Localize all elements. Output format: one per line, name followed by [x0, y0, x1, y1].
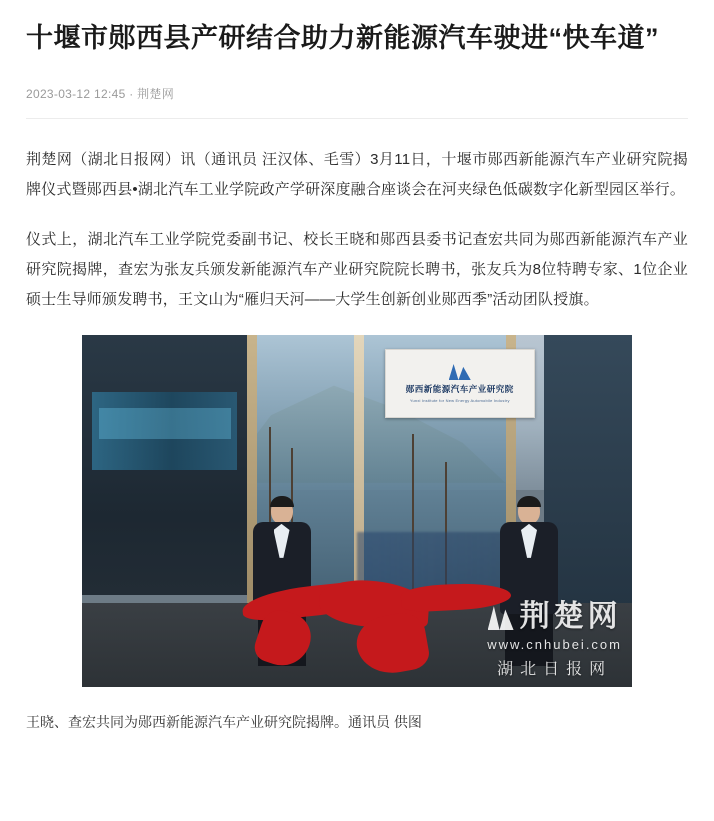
institute-plaque	[385, 349, 536, 418]
institute-logo-icon	[449, 364, 471, 380]
photo-led-sign	[99, 408, 231, 439]
article-figure	[26, 335, 688, 687]
watermark-url: www.cnhubei.com	[487, 637, 622, 652]
photo-watermark	[487, 591, 622, 679]
watermark-brand	[487, 591, 622, 635]
person-hair	[517, 496, 541, 507]
article-meta	[26, 85, 688, 102]
header-divider	[26, 118, 688, 119]
plaque-title: 郧西新能源汽车产业研究院	[405, 384, 514, 395]
person-head	[518, 498, 540, 524]
person-head	[271, 498, 293, 524]
article-body	[26, 145, 688, 735]
figure-caption: 王晓、查宏共同为郧西新能源汽车产业研究院揭牌。通讯员 供图	[26, 714, 422, 730]
publish-timestamp: 2023-03-12 12:45	[26, 87, 126, 101]
plaque-subtitle: Yunxi Institute for New Energy Automobile Industry	[409, 398, 510, 404]
meta-separator: ·	[129, 87, 134, 101]
watermark-brand-text: 荆楚网	[519, 600, 622, 633]
article-photo[interactable]	[82, 335, 632, 687]
person-hair	[270, 496, 294, 507]
person-shirt	[521, 524, 537, 558]
person-shirt	[274, 524, 290, 558]
paragraph: 仪式上，湖北汽车工业学院党委副书记、校长王晓和郧西县委书记查宏共同为郧西新能源汽车产业研究院揭牌，查宏为张友兵颁发新能源汽车产业研究院院长聘书，张友兵为8位特聘专家、1位企业硕士生导师颁发聘书，王文山为“雁归天河——大学生创新创业郧西季”活动团队授旗。	[26, 231, 688, 308]
watermark-subbrand: 湖北日报网	[497, 661, 613, 678]
photo-building-left	[82, 335, 247, 595]
page-title: 十堰市郧西县产研结合助力新能源汽车驶进“快车道”	[26, 23, 659, 53]
watermark-logo-icon	[488, 606, 514, 630]
paragraph: 荆楚网（湖北日报网）讯（通讯员 汪汉体、毛雪）3月11日，十堰市郧西新能源汽车产业研究院揭牌仪式暨郧西县•湖北汽车工业学院政产学研深度融合座谈会在河夹绿色低碳数字化新型园区举行。	[26, 151, 688, 198]
article-source[interactable]: 荆楚网	[137, 87, 175, 101]
